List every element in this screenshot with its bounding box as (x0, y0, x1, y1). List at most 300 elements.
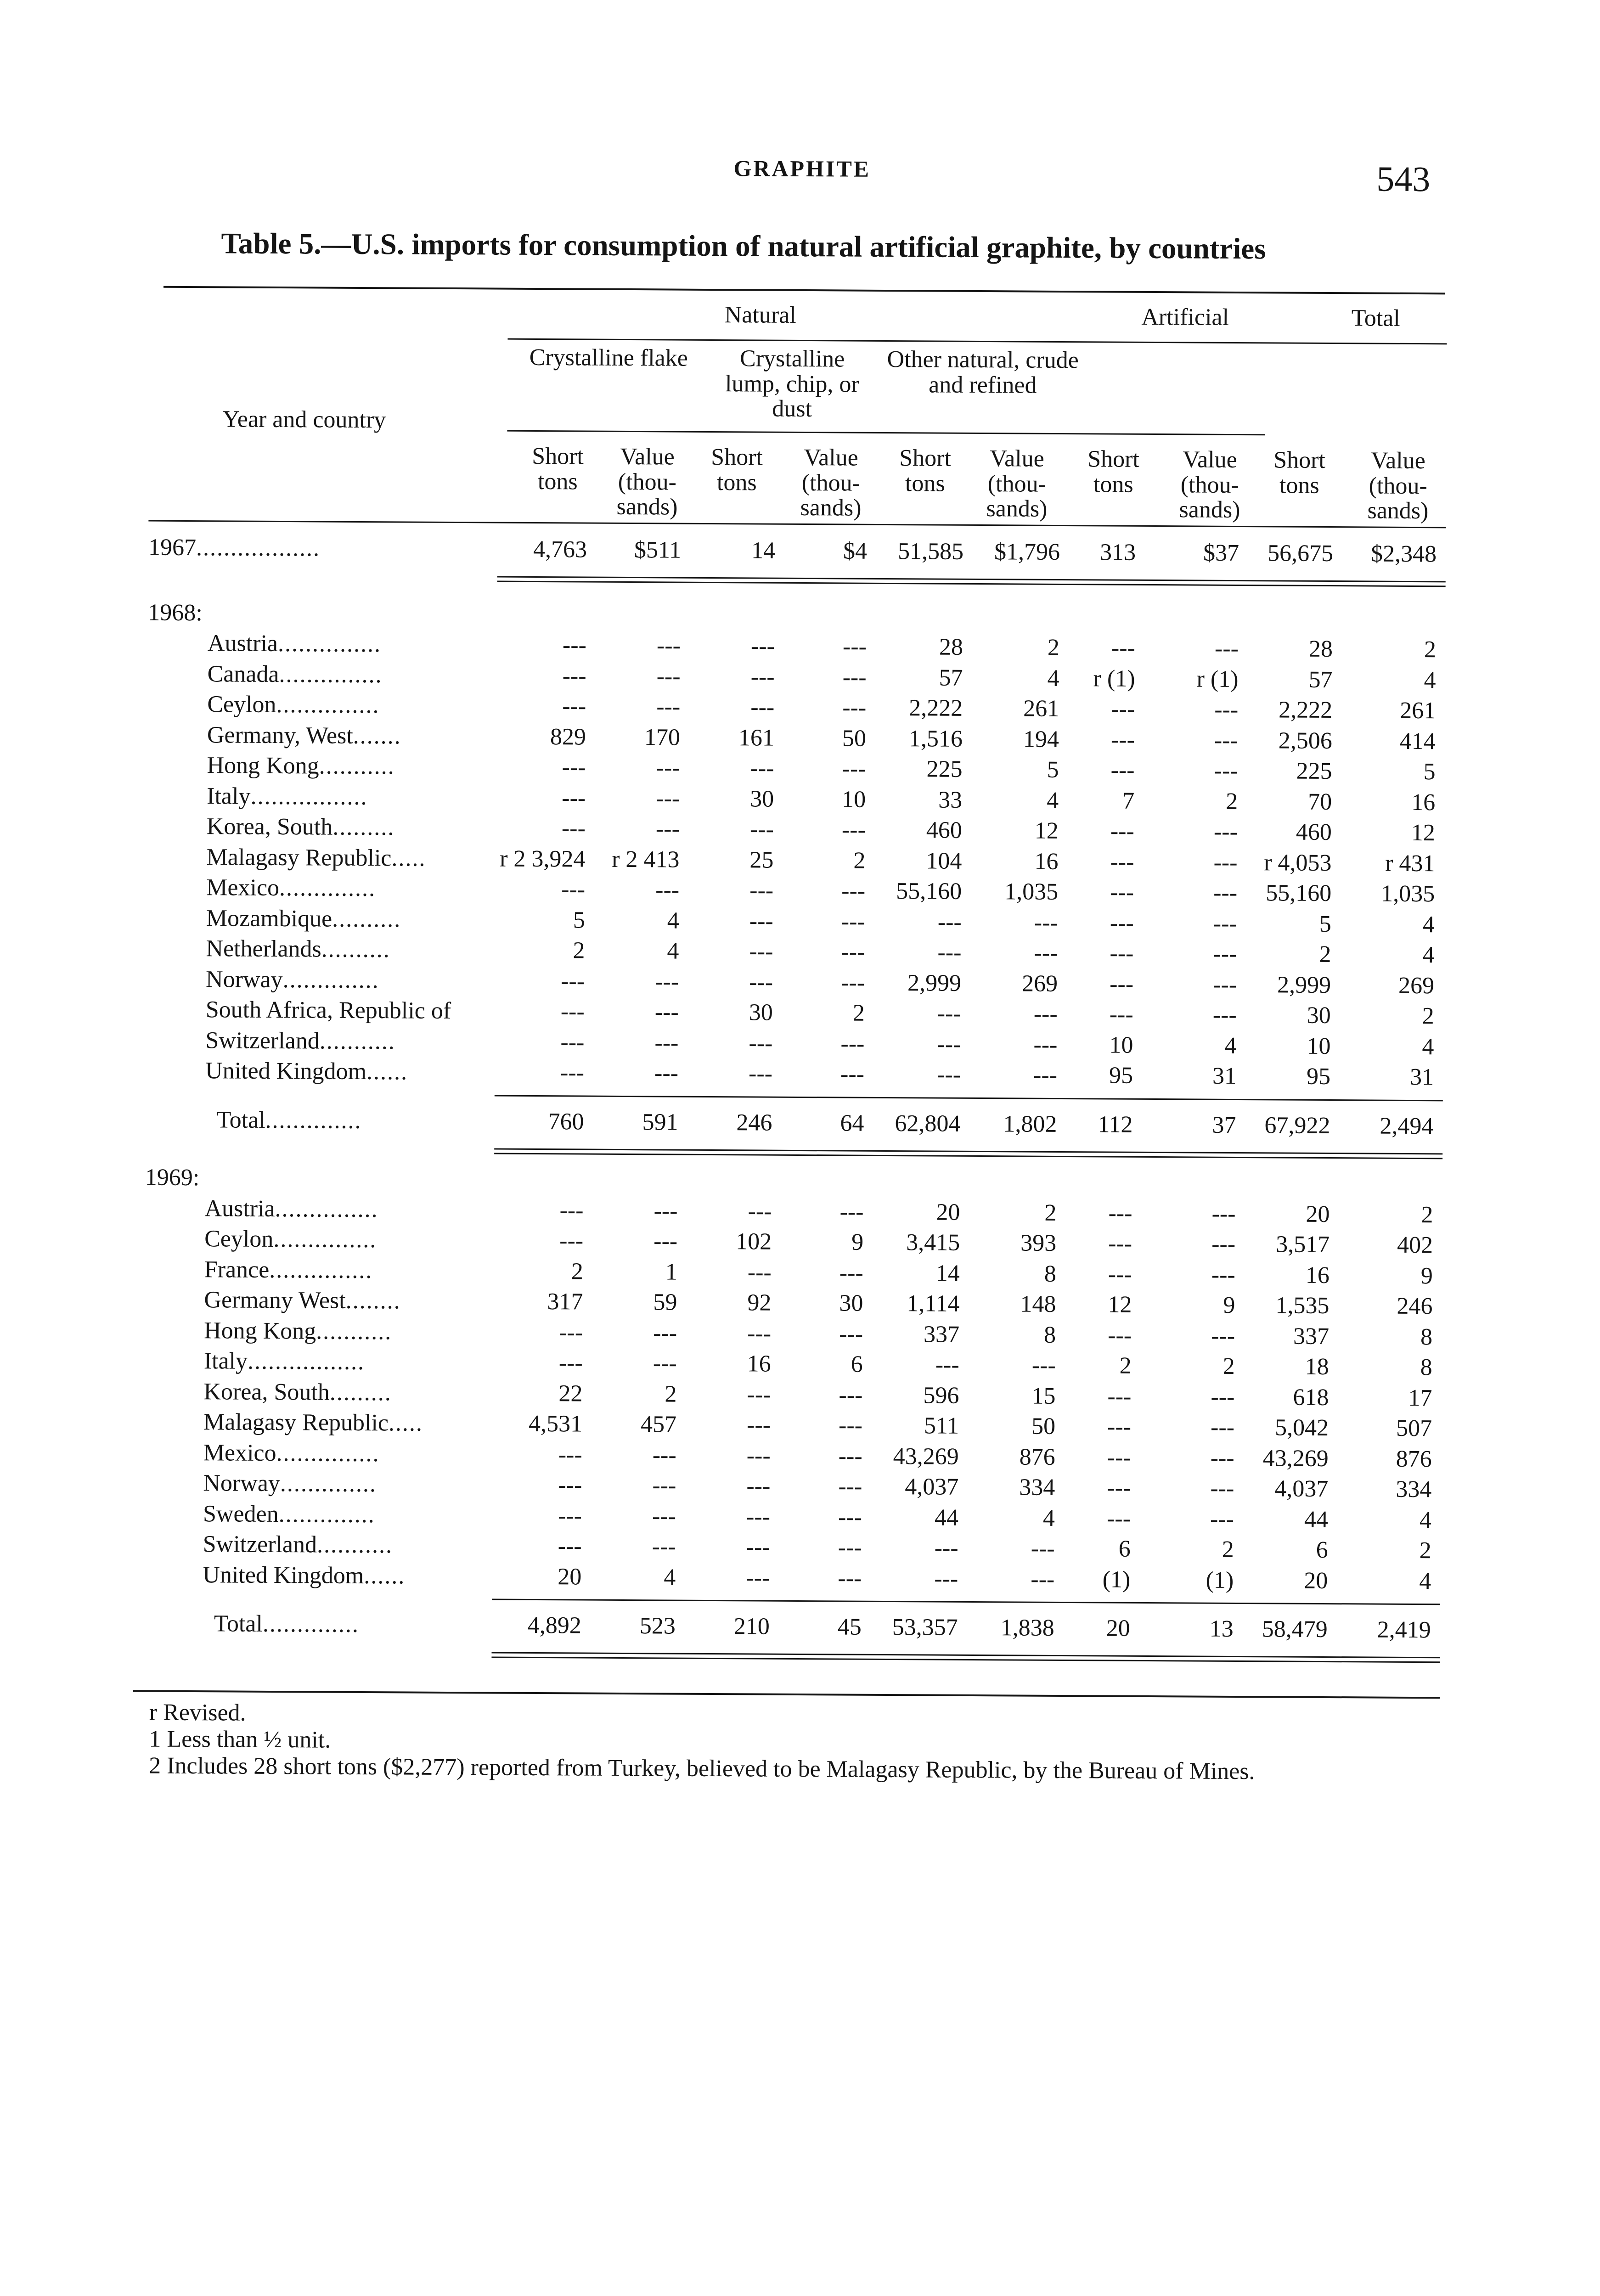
table-cell: --- (1213, 879, 1238, 906)
table-cell: --- (558, 1472, 582, 1498)
table-cell: 2 (1422, 1003, 1434, 1030)
table-cell: 1,035 (1381, 880, 1435, 907)
table-cell: --- (937, 1000, 961, 1027)
table-cell: 148 (1020, 1291, 1056, 1317)
row-label: Germany, West (207, 722, 353, 749)
table-cell: 2 (853, 847, 866, 874)
table-cell: 59 (653, 1289, 677, 1316)
row-label: Austria (204, 1195, 275, 1222)
row-label: Austria (207, 630, 278, 657)
table-cell: --- (558, 1350, 583, 1376)
table-cell: --- (750, 664, 775, 690)
table-cell: --- (1110, 757, 1135, 783)
table-cell: --- (1031, 1535, 1055, 1562)
table-cell: 13 (1209, 1615, 1234, 1642)
row-label: Korea, South (203, 1379, 330, 1406)
table-cell: 1 (665, 1259, 677, 1285)
row-label: Canada (207, 661, 279, 688)
table-cell: --- (656, 754, 680, 781)
table-cell: --- (840, 1061, 865, 1087)
table-cell: --- (1031, 1352, 1056, 1379)
table-cell: --- (1214, 635, 1239, 662)
table-cell: 7 (1122, 788, 1135, 814)
table-cell: 37 (1212, 1112, 1236, 1138)
table-cell: 269 (1398, 972, 1435, 999)
table-cell: 92 (747, 1289, 772, 1316)
table-cell: 58,479 (1262, 1616, 1328, 1643)
table-cell: 20 (936, 1199, 960, 1226)
table-cell: --- (652, 1472, 676, 1499)
table-cell: --- (559, 1227, 584, 1254)
leader-dots: ............... (276, 692, 380, 719)
table-cell: 4,531 (528, 1410, 583, 1437)
artificial-group-header: Artificial (1141, 304, 1229, 331)
col-short-tons-3: Short tons (1087, 446, 1140, 498)
table-cell: 44 (1304, 1506, 1329, 1533)
table-cell: 3,517 (1276, 1231, 1330, 1258)
table-cell: 9 (1223, 1292, 1235, 1318)
row-label: South Africa, Republic of (205, 996, 451, 1024)
table-cell: --- (1211, 1322, 1235, 1349)
table-cell: 16 (1411, 789, 1436, 816)
table-cell: 760 (548, 1109, 584, 1135)
table-cell: 4 (1424, 667, 1436, 694)
table-cell: 45 (837, 1614, 862, 1640)
table-cell: 161 (738, 725, 775, 751)
table-cell: --- (561, 876, 586, 903)
running-head: GRAPHITE (733, 155, 871, 182)
row-label: Mexico (206, 874, 280, 901)
table-cell: 225 (926, 756, 963, 782)
table-cell: --- (747, 1259, 772, 1286)
table-cell: 2 (1044, 1199, 1057, 1226)
country-row (146, 1057, 1443, 1094)
table-cell: 22 (558, 1380, 583, 1407)
leader-dots: ................. (247, 1348, 365, 1375)
country-row (143, 1561, 1440, 1598)
col-short-tons-2: Short tons (899, 445, 952, 497)
table-cell: --- (1210, 1475, 1234, 1502)
table-cell: 8 (1044, 1261, 1056, 1287)
table-cell: --- (562, 785, 586, 811)
table-cell: --- (1211, 1261, 1235, 1288)
table-cell: --- (746, 1412, 771, 1438)
table-cell: 67,922 (1264, 1112, 1330, 1139)
table-cell: 12 (1411, 819, 1435, 846)
table-cell: 8 (1043, 1322, 1056, 1348)
table-cell: --- (838, 1473, 862, 1500)
table-cell: 4 (1422, 912, 1435, 938)
row-label: 1968: (148, 599, 203, 626)
table-cell: 5 (1319, 911, 1331, 938)
table-cell: --- (1213, 849, 1238, 876)
table-cell: --- (558, 1533, 582, 1559)
table-cell: --- (937, 939, 962, 966)
leader-dots: ............... (277, 630, 382, 658)
table-cell: 2 (1119, 1352, 1132, 1379)
table-cell: --- (655, 816, 680, 842)
table-cell: --- (749, 908, 773, 934)
col-short-tons-1: Short tons (711, 444, 763, 496)
table-cell: 876 (1396, 1446, 1432, 1473)
table-cell: --- (746, 1564, 770, 1591)
col-value-3: Value (thou- sands) (1179, 446, 1240, 523)
leader-dots: .............. (279, 875, 376, 902)
table-cell: --- (841, 939, 865, 965)
col-short-tons-0: Short tons (532, 443, 584, 495)
table-cell: 6 (1118, 1536, 1131, 1562)
table-cell: 15 (1031, 1383, 1056, 1409)
footnote-1: 1 Less than ½ unit. (149, 1726, 331, 1753)
table-cell: --- (841, 908, 865, 935)
table-cell: --- (750, 633, 775, 659)
table-cell: --- (838, 1534, 862, 1561)
table-cell: --- (1214, 757, 1238, 784)
table-cell: 4 (667, 907, 679, 934)
table-cell: --- (1107, 1444, 1131, 1471)
table-cell: --- (1211, 1231, 1236, 1257)
table-cell: $4 (843, 538, 868, 564)
double-rule (492, 1598, 1440, 1605)
table-cell: 2,999 (1277, 972, 1331, 999)
table-cell: 30 (749, 999, 773, 1026)
table-cell: 876 (1019, 1444, 1055, 1470)
row-label: Mexico (203, 1440, 276, 1467)
table-cell: 4,763 (533, 536, 587, 563)
table-cell: r 2 413 (612, 846, 680, 873)
table-cell: 30 (1307, 1002, 1331, 1029)
row-label: France (204, 1256, 270, 1283)
col-short-tons-4: Short tons (1273, 447, 1326, 499)
leader-dots: ..... (391, 845, 426, 872)
table-cell: 2,419 (1377, 1616, 1431, 1643)
table-cell: --- (656, 632, 681, 659)
col-value-0: Value (thou- sands) (616, 443, 678, 520)
table-cell: --- (1111, 635, 1136, 661)
table-cell: 337 (923, 1321, 960, 1348)
table-cell: --- (1106, 1505, 1131, 1532)
table-cell: 112 (1098, 1111, 1133, 1138)
table-cell: 2,222 (909, 695, 963, 721)
leader-dots: ...... (366, 1058, 408, 1085)
table-cell: --- (842, 633, 867, 660)
table-cell: --- (935, 1351, 959, 1378)
subgroup-other-natural: Other natural, crude and refined (887, 346, 1079, 399)
row-label: Germany West (204, 1287, 346, 1314)
table-cell: 2 (1424, 636, 1437, 663)
table-cell: 95 (1109, 1062, 1133, 1089)
table-cell: --- (841, 816, 866, 843)
table-cell: 2,222 (1279, 697, 1333, 724)
table-cell: --- (1110, 940, 1134, 967)
table-cell: 4 (667, 938, 679, 964)
table-cell: 28 (939, 634, 963, 660)
leader-dots: ......... (329, 1379, 392, 1406)
table-cell: 14 (935, 1260, 960, 1287)
row-label: 1969: (145, 1164, 200, 1191)
total-row (145, 1106, 1442, 1143)
total-row (143, 1610, 1440, 1647)
page-number: 543 (1376, 158, 1431, 199)
col-value-4: Value (thou- sands) (1367, 447, 1429, 524)
table-cell: 591 (642, 1109, 678, 1136)
table-cell: --- (1034, 940, 1058, 966)
table-cell: --- (560, 1059, 585, 1086)
table-cell: 57 (1308, 666, 1333, 693)
table-cell: --- (838, 1504, 862, 1531)
table-cell: 9 (1420, 1263, 1433, 1289)
table-cell: --- (654, 1060, 679, 1086)
leader-dots: ............... (269, 1256, 373, 1284)
col-value-2: Value (thou- sands) (986, 445, 1048, 522)
table-cell: 523 (639, 1613, 676, 1639)
table-cell: 12 (1108, 1291, 1132, 1318)
table-cell: --- (746, 1473, 771, 1499)
leader-dots: .............. (280, 1470, 377, 1497)
table-cell: 261 (1023, 695, 1059, 722)
table-cell: 1,802 (1003, 1111, 1057, 1137)
row-label: Ceylon (207, 691, 276, 718)
row-label: Netherlands (206, 935, 321, 962)
table-cell: --- (1110, 818, 1135, 844)
table-cell: 460 (926, 817, 963, 844)
table-cell: 51,585 (897, 538, 964, 565)
table-cell: --- (747, 1381, 771, 1408)
row-label: Malagasy Republic (206, 844, 392, 872)
table-cell: 12 (1034, 817, 1059, 844)
row-label: Korea, South (206, 813, 333, 840)
table-cell: 28 (1308, 636, 1333, 663)
table-cell: --- (748, 1198, 772, 1225)
table-cell: 1,516 (908, 726, 963, 752)
table-cell: --- (654, 1228, 678, 1255)
table-cell: --- (746, 1534, 770, 1560)
table-cell: --- (749, 1030, 773, 1057)
header-rule-lower (507, 430, 1265, 436)
table-cell: --- (746, 1442, 771, 1469)
table-cell: --- (838, 1443, 862, 1469)
leader-dots: ....... (353, 722, 401, 749)
table-cell: 2 (852, 1000, 865, 1026)
leader-dots: ........... (319, 1028, 395, 1055)
table-cell: --- (937, 1031, 961, 1058)
table-cell: 16 (1034, 848, 1059, 875)
table-cell: --- (839, 1260, 863, 1286)
table-cell: 170 (644, 724, 681, 751)
table-cell: --- (1108, 1322, 1132, 1349)
table-cell: 246 (1397, 1293, 1433, 1320)
table-cell: r (1) (1093, 665, 1135, 692)
table-cell: 31 (1212, 1063, 1237, 1089)
table-cell: 225 (1296, 758, 1332, 785)
table-cell: 53,357 (892, 1614, 958, 1641)
subgroup-crystalline-flake: Crystalline flake (529, 344, 688, 371)
row-label: 1967 (148, 534, 197, 561)
table-cell: (1) (1206, 1567, 1234, 1593)
table-cell: 194 (1023, 726, 1059, 753)
table-cell: 2,506 (1278, 727, 1333, 754)
subgroup-crystalline-lump: Crystalline lump, chip, or dust (725, 345, 859, 422)
table-cell: --- (1110, 849, 1134, 875)
table-cell: r (1) (1196, 666, 1239, 692)
table-cell: 17 (1408, 1384, 1432, 1412)
table-cell: --- (1111, 696, 1135, 722)
table-cell: 20 (1304, 1567, 1328, 1594)
row-label: Ceylon (204, 1226, 274, 1252)
leader-dots: ................. (250, 783, 368, 810)
table-cell: --- (653, 1320, 677, 1346)
table-cell: --- (655, 968, 679, 995)
table-cell: (1) (1102, 1566, 1131, 1593)
table-cell: $511 (634, 537, 682, 563)
table-cell: --- (934, 1535, 958, 1561)
table-cell: 50 (842, 725, 867, 752)
table-cell: 2 (1419, 1537, 1431, 1564)
table-cell: --- (839, 1382, 863, 1408)
table-cell: 829 (550, 724, 586, 750)
table-cell: --- (1210, 1506, 1234, 1532)
table-cell: 2 (1226, 788, 1238, 815)
footnotes (130, 1699, 1440, 1786)
table-cell: 14 (751, 537, 776, 564)
table-cell: --- (1109, 1001, 1133, 1028)
table-cell: --- (934, 1565, 958, 1592)
table-cell: 334 (1396, 1476, 1432, 1503)
year-row (148, 534, 1446, 571)
table-cell: --- (1210, 1445, 1234, 1471)
table-cell: --- (1033, 1062, 1058, 1088)
table-cell: 8 (1420, 1354, 1432, 1381)
table-cell: --- (749, 938, 773, 965)
table-cell: 20 (558, 1564, 582, 1590)
table-cell: --- (558, 1441, 582, 1468)
footnote-2: 2 Includes 28 short tons ($2,277) reported from Turkey, believed to be Malagasy Republic, by the Bureau of Mines. (149, 1753, 1255, 1785)
table-cell: --- (842, 664, 867, 691)
table-cell: r 431 (1385, 850, 1435, 877)
total-group-header: Total (1351, 305, 1400, 332)
table-cell: --- (750, 755, 774, 782)
table-cell: --- (1212, 1002, 1237, 1028)
table-cell: 9 (851, 1229, 864, 1255)
row-label: Sweden (203, 1501, 279, 1528)
table-cell: --- (1210, 1414, 1235, 1441)
table-cell: 269 (1021, 970, 1058, 997)
table-cell: 2 (1223, 1353, 1235, 1379)
row-label: Malagasy Republic (203, 1409, 389, 1436)
table-cell: 337 (1293, 1323, 1330, 1350)
table-cell: 70 (1308, 788, 1332, 816)
table-cell: 4 (1042, 1505, 1055, 1531)
table-cell: 317 (547, 1289, 583, 1315)
table-cell: 30 (839, 1290, 863, 1317)
table-cell: --- (1110, 971, 1134, 997)
table-cell: --- (1211, 1200, 1236, 1227)
table-cell: --- (562, 632, 587, 658)
table-cell: 2 (1047, 634, 1060, 661)
table-cell: 50 (1031, 1413, 1056, 1440)
table-cell: --- (746, 1503, 771, 1530)
table-cell: 31 (1409, 1064, 1434, 1091)
table-cell: 4 (1419, 1568, 1431, 1595)
table-cell: 2 (665, 1381, 677, 1407)
table-cell: --- (653, 1350, 677, 1377)
table-cell: 20 (1106, 1615, 1130, 1642)
table-cell: --- (839, 1321, 863, 1347)
table-cell: --- (560, 998, 585, 1025)
row-label: Switzerland (203, 1531, 317, 1558)
table-cell: r 4,053 (1264, 850, 1332, 877)
leader-dots: ........... (316, 1531, 393, 1559)
row-label: Switzerland (205, 1027, 320, 1054)
table-cell: 95 (1306, 1063, 1331, 1090)
row-label: Total (216, 1107, 265, 1133)
row-label: United Kingdom (203, 1562, 364, 1589)
table-cell: --- (655, 877, 680, 903)
table-cell: 33 (938, 787, 963, 813)
table-cell: 313 (1099, 539, 1136, 566)
table-cell: 261 (1400, 697, 1436, 724)
table-cell: 5 (1047, 756, 1059, 783)
table-cell: 55,160 (1266, 880, 1332, 907)
row-label: Mozambique (206, 905, 332, 932)
table-cell: 596 (923, 1382, 959, 1409)
leader-dots: .............. (265, 1107, 362, 1134)
table-cell: 402 (1397, 1232, 1433, 1259)
leader-dots: ........... (316, 1318, 392, 1345)
leader-dots: ........... (319, 753, 395, 780)
table-cell: 44 (934, 1504, 959, 1531)
table-cell: 2 (1222, 1536, 1234, 1563)
table-cell: 4 (664, 1564, 676, 1591)
table-cell: --- (656, 663, 681, 690)
table-cell: $37 (1203, 540, 1239, 566)
leader-dots: .................. (196, 535, 321, 562)
table-cell: 104 (926, 848, 962, 874)
imports-table (145, 300, 1447, 1643)
table-cell: 2 (571, 1258, 583, 1285)
table-cell: --- (656, 693, 681, 720)
leader-dots: ......... (332, 814, 395, 841)
table-cell: 4 (1419, 1507, 1432, 1534)
table-cell: --- (558, 1503, 582, 1529)
table-cell: 5,042 (1274, 1414, 1329, 1441)
table-cell: --- (838, 1565, 862, 1592)
table-cell: --- (1110, 910, 1134, 936)
table-cell: --- (654, 1030, 679, 1056)
row-label: Total (214, 1610, 263, 1637)
table-cell: --- (1107, 1474, 1131, 1501)
table-cell: --- (750, 694, 775, 720)
table-cell: 2 (573, 937, 585, 964)
table-cell: 6 (851, 1351, 863, 1378)
table-cell: 457 (640, 1411, 677, 1438)
table-cell: --- (841, 969, 865, 996)
leader-dots: ............... (276, 1440, 380, 1467)
table-cell: --- (1108, 1230, 1132, 1257)
table-cell: 8 (1420, 1324, 1433, 1351)
leader-dots: ............... (279, 661, 383, 688)
table-cell: --- (1213, 971, 1237, 998)
table-cell: --- (1034, 909, 1058, 936)
table-cell: --- (1033, 1001, 1058, 1027)
table-cell: --- (1213, 940, 1237, 967)
table-cell: 1,838 (1000, 1615, 1054, 1641)
leader-dots: .......... (321, 936, 390, 963)
table-cell: --- (559, 1319, 583, 1346)
table-cell: --- (839, 1199, 864, 1225)
table-cell: 334 (1019, 1474, 1055, 1501)
table-cell: 246 (736, 1109, 772, 1136)
